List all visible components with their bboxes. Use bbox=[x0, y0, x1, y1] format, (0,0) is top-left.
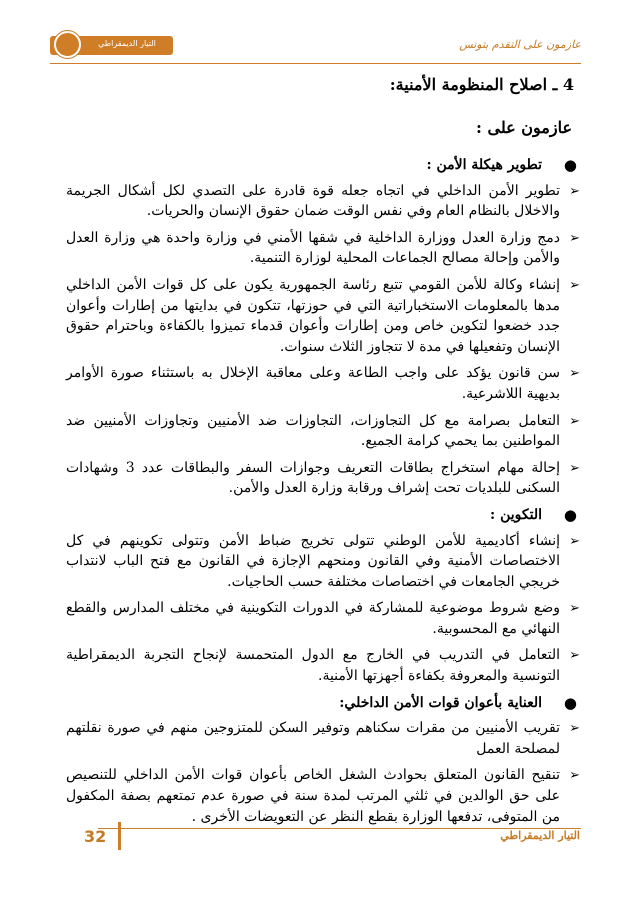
logo-text: التيار الديمقراطي bbox=[98, 39, 156, 48]
list-item: ➢ وضع شروط موضوعية للمشاركة في الدورات التكوينية في مختلف المدارس والقطع النهائي مع المحسوبية. bbox=[66, 600, 580, 637]
bullet-dot-icon: ● bbox=[563, 693, 577, 712]
list-item: ➢ تنقيح القانون المتعلق بحوادث الشغل الخاص بأعوان قوات الأمن الداخلي للتنصيص على حق الوالدين في ثلثي المرتب لمدة سنة في صورة عدم تمتعهم بصفة المكفول من المتوفى، تدفعها الوزارة بقطع النظر عن التعويضات الأخرى . bbox=[66, 767, 580, 825]
arrow-bullet-icon: ➢ bbox=[569, 413, 580, 429]
list-item: ➢ إنشاء وكالة للأمن القومي تتبع رئاسة الجمهورية يكون على كل قوات الأمن الداخلي مدها بالمعلومات الاستخباراتية التي في حوزتها، تتكون في بدايتها من إطارات وأعوان جدد خضعوا لتكوين خاص ومن إطارات وأعوان قدماء تميزوا بالكفاءة وباحترام حقوق الإنسان وتفعيلها في مدة لا تتجاوز الثلاث سنوات. bbox=[66, 276, 580, 355]
list-item: ➢ إنشاء أكاديمية للأمن الوطني تتولى تخريج ضباط الأمن وتتولى تكوينهم في كل الاختصاصات الأمنية وفي القانون ومنحهم الإجازة في القانون مع فتح الباب لانتداب خريجي الجامعات في اختصاصات مختلفة حسب الحاجيات. bbox=[66, 532, 580, 590]
list-item: ➢ سن قانون يؤكد على واجب الطاعة وعلى معاقبة الإخلال به باستثناء صورة الأوامر بديهية اللاشرعية. bbox=[66, 365, 580, 402]
arrow-bullet-icon: ➢ bbox=[569, 648, 580, 664]
footer-accent-bar bbox=[118, 822, 121, 850]
list-item: ➢ التعامل بصرامة مع كل التجاوزات، التجاوزات ضد الأمنيين وتجاوزات الأمنيين ضد المواطنين بما يحمي كرامة الجميع. bbox=[66, 412, 580, 450]
arrow-bullet-icon: ➢ bbox=[569, 230, 580, 246]
logo-emblem-icon bbox=[54, 31, 81, 58]
section-heading: ● التكوين : bbox=[490, 505, 577, 524]
arrow-bullet-icon: ➢ bbox=[569, 768, 580, 784]
content-body bbox=[66, 150, 580, 833]
list-item: ➢ التعامل في التدريب في الخارج مع الدول المتحمسة لإنجاح التجربة الديمقراطية التونسية والمعروفة بكفاءة أجهزتها الأمنية. bbox=[66, 647, 580, 685]
section-heading: ● العناية بأعوان قوات الأمن الداخلي: bbox=[339, 693, 577, 712]
header-divider bbox=[50, 63, 581, 64]
bullet-dot-icon: ● bbox=[563, 505, 577, 524]
arrow-bullet-icon: ➢ bbox=[569, 533, 580, 549]
arrow-bullet-icon: ➢ bbox=[569, 721, 580, 737]
subtitle: عازمون على : bbox=[476, 118, 572, 137]
header-slogan: عازمون على التقدم بتونس bbox=[459, 38, 581, 51]
list-item: ➢ إحالة مهام استخراج بطاقات التعريف وجوازات السفر والبطاقات عدد 3 وشهادات السكنى للبلديات تحت إشراف ورقابة وزارة العدل والأمن. bbox=[66, 459, 580, 497]
list-item: ➢ دمج وزارة العدل ووزارة الداخلية في شقها الأمني في وزارة واحدة هي وزارة العدل والأمن وإحالة مصالح الجماعات المحلية لوزارة التنمية. bbox=[66, 229, 580, 267]
list-item: ➢ تطوير الأمن الداخلي في اتجاه جعله قوة قادرة على التصدي لكل أشكال الجريمة والاخلال بالنظام العام وفي نفس الوقت ضمان حقوق الإنسان والحريات. bbox=[66, 182, 580, 220]
bullet-dot-icon: ● bbox=[563, 156, 577, 174]
section-heading: ● تطوير هيكلة الأمن : bbox=[426, 156, 577, 174]
arrow-bullet-icon: ➢ bbox=[569, 183, 580, 199]
arrow-bullet-icon: ➢ bbox=[569, 366, 580, 382]
section-title: 4 ـ اصلاح المنظومة الأمنية: bbox=[389, 75, 574, 94]
arrow-bullet-icon: ➢ bbox=[569, 601, 580, 617]
arrow-bullet-icon: ➢ bbox=[569, 460, 580, 476]
page-number: 32 bbox=[84, 827, 107, 846]
list-item: ➢ تقريب الأمنيين من مقرات سكناهم وتوفير السكن للمتزوجين منهم في صورة نقلتهم لمصلحة العمل bbox=[66, 720, 580, 757]
footer-party-name: التيار الديمقراطي bbox=[500, 829, 580, 842]
arrow-bullet-icon: ➢ bbox=[569, 277, 580, 293]
